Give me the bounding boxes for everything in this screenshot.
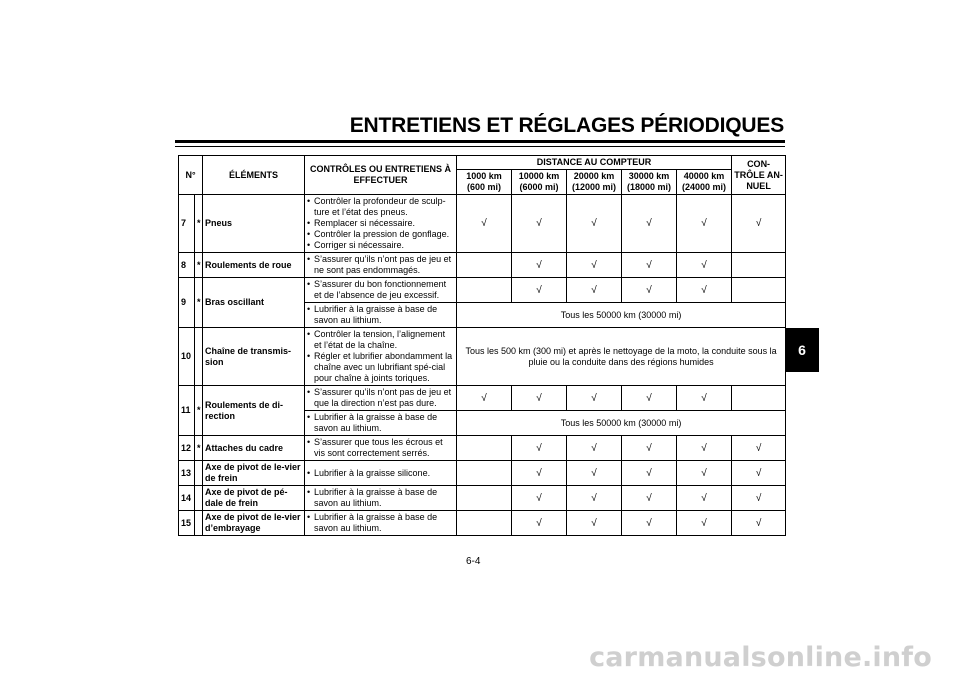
distance-col: 40000 km (24000 mi) bbox=[677, 170, 732, 195]
check-line: • S’assurer qu’ils n’ont pas de jeu et que la direction n’est pas dure. bbox=[307, 387, 454, 409]
row-number: 13 bbox=[179, 461, 195, 486]
table-row bbox=[179, 253, 786, 278]
row-checks bbox=[305, 386, 457, 411]
header-no: N° bbox=[179, 156, 203, 195]
distance-col: 1000 km (600 mi) bbox=[457, 170, 512, 195]
row-number: 7 bbox=[179, 195, 195, 253]
interval-note: Tous les 500 km (300 mi) et après le nettoyage de la moto, la conduite sous la pluie ou la conduite dans des régions humides bbox=[457, 328, 786, 386]
chapter-number: 6 bbox=[798, 342, 806, 358]
empty-cell bbox=[457, 461, 512, 486]
row-item: Axe de pivot de le-vier de frein bbox=[203, 461, 305, 486]
check-mark: √ bbox=[677, 195, 732, 253]
check-mark: √ bbox=[677, 278, 732, 303]
empty-cell bbox=[732, 253, 786, 278]
row-item: Bras oscillant bbox=[203, 278, 305, 328]
page-title: ENTRETIENS ET RÉGLAGES PÉRIODIQUES bbox=[349, 114, 784, 137]
empty-cell bbox=[457, 511, 512, 536]
check-mark: √ bbox=[677, 461, 732, 486]
row-item: Pneus bbox=[203, 195, 305, 253]
check-mark: √ bbox=[732, 486, 786, 511]
header-checks: CONTRÔLES OU ENTRETIENS À EFFECTUER bbox=[305, 156, 457, 195]
row-star: * bbox=[195, 386, 203, 436]
row-number: 10 bbox=[179, 328, 195, 386]
check-mark: √ bbox=[622, 461, 677, 486]
row-item: Attaches du cadre bbox=[203, 436, 305, 461]
check-mark: √ bbox=[677, 386, 732, 411]
row-item: Roulements de roue bbox=[203, 253, 305, 278]
check-mark: √ bbox=[567, 436, 622, 461]
distance-col: 30000 km (18000 mi) bbox=[622, 170, 677, 195]
check-mark: √ bbox=[512, 278, 567, 303]
row-item: Chaîne de transmis-sion bbox=[203, 328, 305, 386]
watermark: carmanualsonline.info bbox=[589, 642, 932, 673]
check-mark: √ bbox=[512, 386, 567, 411]
row-number: 11 bbox=[179, 386, 195, 436]
chapter-tab bbox=[785, 328, 819, 372]
check-mark: √ bbox=[567, 511, 622, 536]
row-star: * bbox=[195, 195, 203, 253]
maintenance-table bbox=[178, 155, 786, 536]
check-mark: √ bbox=[732, 195, 786, 253]
row-checks bbox=[305, 278, 457, 303]
row-checks bbox=[305, 303, 457, 328]
table-row bbox=[179, 278, 786, 303]
table-header-row bbox=[179, 156, 786, 170]
check-mark: √ bbox=[567, 461, 622, 486]
title-rule-thin bbox=[175, 146, 785, 147]
row-item: Axe de pivot de pé-dale de frein bbox=[203, 486, 305, 511]
header-annual: CON-TRÔLE AN-NUEL bbox=[732, 156, 786, 195]
row-star: * bbox=[195, 278, 203, 328]
check-mark: √ bbox=[622, 486, 677, 511]
check-mark: √ bbox=[512, 195, 567, 253]
check-mark: √ bbox=[567, 278, 622, 303]
title-rule-thick bbox=[175, 140, 785, 143]
distance-col: 20000 km (12000 mi) bbox=[567, 170, 622, 195]
interval-note: Tous les 50000 km (30000 mi) bbox=[457, 303, 786, 328]
table-row bbox=[179, 436, 786, 461]
check-line: • Lubrifier à la graisse à base de savon au lithium. bbox=[307, 487, 454, 509]
row-star bbox=[195, 511, 203, 536]
check-mark: √ bbox=[457, 195, 512, 253]
check-mark: √ bbox=[622, 386, 677, 411]
row-star bbox=[195, 486, 203, 511]
header-distance: DISTANCE AU COMPTEUR bbox=[457, 156, 732, 170]
row-number: 9 bbox=[179, 278, 195, 328]
check-line: • Remplacer si nécessaire. bbox=[307, 218, 454, 229]
check-line: • Régler et lubrifier abondamment la chaîne avec un lubrifiant spé-cial pour chaîne à joints toriques. bbox=[307, 351, 454, 384]
check-mark: √ bbox=[622, 511, 677, 536]
check-mark: √ bbox=[622, 253, 677, 278]
header-items: ÉLÉMENTS bbox=[203, 156, 305, 195]
check-mark: √ bbox=[732, 436, 786, 461]
row-number: 15 bbox=[179, 511, 195, 536]
check-mark: √ bbox=[677, 511, 732, 536]
table-row bbox=[179, 328, 786, 386]
check-mark: √ bbox=[512, 436, 567, 461]
check-mark: √ bbox=[622, 436, 677, 461]
empty-cell bbox=[732, 278, 786, 303]
check-mark: √ bbox=[567, 195, 622, 253]
empty-cell bbox=[457, 253, 512, 278]
check-mark: √ bbox=[622, 195, 677, 253]
row-star: * bbox=[195, 253, 203, 278]
empty-cell bbox=[732, 386, 786, 411]
table-row bbox=[179, 195, 786, 253]
row-number: 8 bbox=[179, 253, 195, 278]
check-mark: √ bbox=[512, 511, 567, 536]
check-line: • Lubrifier à la graisse silicone. bbox=[307, 468, 454, 479]
check-mark: √ bbox=[457, 386, 512, 411]
check-mark: √ bbox=[677, 486, 732, 511]
check-line: • S’assurer que tous les écrous et vis sont correctement serrés. bbox=[307, 437, 454, 459]
row-checks bbox=[305, 195, 457, 253]
check-line: • Lubrifier à la graisse à base de savon au lithium. bbox=[307, 304, 454, 326]
check-mark: √ bbox=[622, 278, 677, 303]
check-mark: √ bbox=[677, 436, 732, 461]
empty-cell bbox=[457, 486, 512, 511]
row-checks bbox=[305, 486, 457, 511]
row-checks bbox=[305, 411, 457, 436]
check-mark: √ bbox=[732, 461, 786, 486]
table-row bbox=[179, 511, 786, 536]
row-checks bbox=[305, 253, 457, 278]
check-mark: √ bbox=[512, 461, 567, 486]
row-item: Roulements de di-rection bbox=[203, 386, 305, 436]
row-checks bbox=[305, 461, 457, 486]
check-line: • Lubrifier à la graisse à base de savon au lithium. bbox=[307, 412, 454, 434]
check-mark: √ bbox=[732, 511, 786, 536]
row-checks bbox=[305, 328, 457, 386]
check-mark: √ bbox=[567, 486, 622, 511]
check-mark: √ bbox=[567, 386, 622, 411]
check-line: • Contrôler la tension, l’alignement et l’état de la chaîne. bbox=[307, 329, 454, 351]
row-star: * bbox=[195, 436, 203, 461]
row-checks bbox=[305, 436, 457, 461]
empty-cell bbox=[457, 436, 512, 461]
check-line: • Contrôler la pression de gonflage. bbox=[307, 229, 454, 240]
check-line: • Contrôler la profondeur de sculp-ture et l’état des pneus. bbox=[307, 196, 454, 218]
row-item: Axe de pivot de le-vier d’embrayage bbox=[203, 511, 305, 536]
check-line: • Corriger si nécessaire. bbox=[307, 240, 454, 251]
check-mark: √ bbox=[677, 253, 732, 278]
table-row bbox=[179, 386, 786, 411]
row-checks bbox=[305, 511, 457, 536]
check-mark: √ bbox=[567, 253, 622, 278]
interval-note: Tous les 50000 km (30000 mi) bbox=[457, 411, 786, 436]
check-mark: √ bbox=[512, 486, 567, 511]
check-line: • S’assurer du bon fonctionnement et de l’absence de jeu excessif. bbox=[307, 279, 454, 301]
check-mark: √ bbox=[512, 253, 567, 278]
row-number: 12 bbox=[179, 436, 195, 461]
row-star bbox=[195, 328, 203, 386]
empty-cell bbox=[457, 278, 512, 303]
table-row bbox=[179, 486, 786, 511]
row-number: 14 bbox=[179, 486, 195, 511]
check-line: • Lubrifier à la graisse à base de savon au lithium. bbox=[307, 512, 454, 534]
distance-col: 10000 km (6000 mi) bbox=[512, 170, 567, 195]
row-star bbox=[195, 461, 203, 486]
check-line: • S’assurer qu’ils n’ont pas de jeu et ne sont pas endommagés. bbox=[307, 254, 454, 276]
table-row bbox=[179, 461, 786, 486]
page-number: 6-4 bbox=[466, 556, 481, 567]
